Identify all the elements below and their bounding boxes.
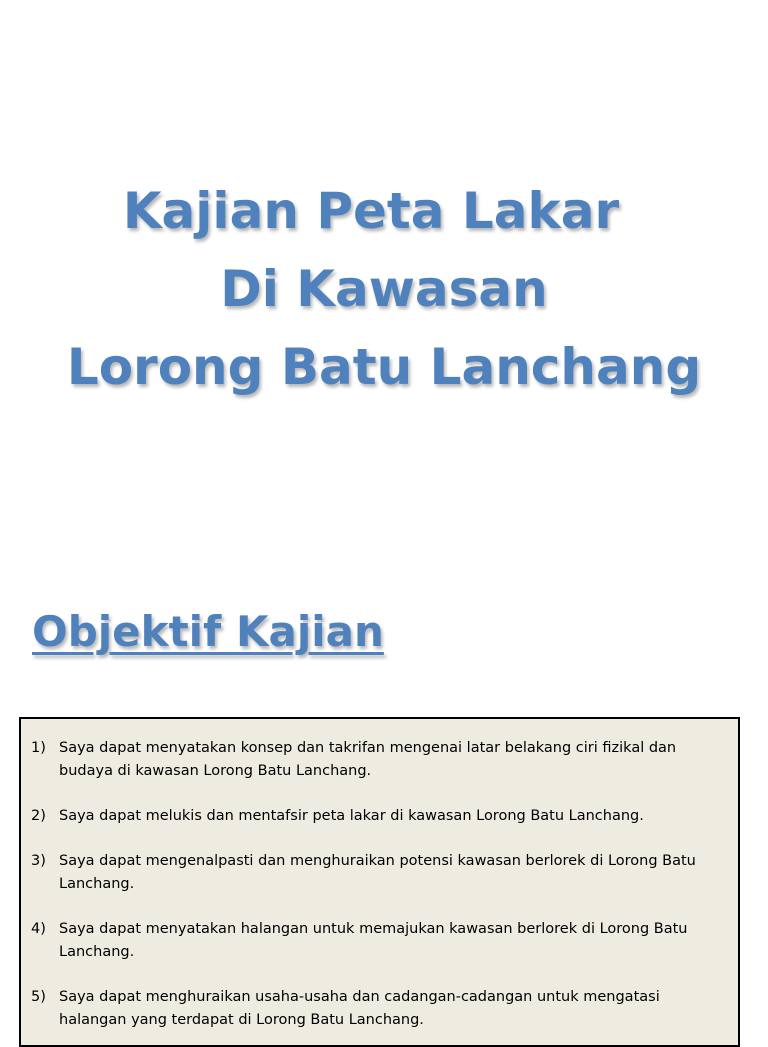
title-line-1: Kajian Peta Lakar [122,182,620,240]
objective-number: 4) [31,921,46,937]
title-line-2: Di Kawasan [220,260,548,318]
objective-text: Saya dapat mengenalpasti dan menghuraikan potensi kawasan berlorek di Lorong Batu Lanchang. [59,853,696,892]
objective-item [31,918,728,964]
objective-number: 3) [31,853,46,869]
objectives-box [19,717,740,1047]
objective-text: Saya dapat melukis dan mentafsir peta lakar di kawasan Lorong Batu Lanchang. [59,808,644,824]
objective-text: Saya dapat menyatakan konsep dan takrifan mengenai latar belakang ciri fizikal dan budaya di kawasan Lorong Batu Lanchang. [59,740,677,779]
objective-item [31,737,728,783]
title-line-3: Lorong Batu Lanchang [66,338,702,396]
objective-number: 2) [31,808,46,824]
objective-text: Saya dapat menghuraikan usaha-usaha dan cadangan-cadangan untuk mengatasi halangan yang terdapat di Lorong Batu Lanchang. [59,989,660,1028]
objective-item [31,805,728,828]
objective-text: Saya dapat menyatakan halangan untuk memajukan kawasan berlorek di Lorong Batu Lanchang. [59,921,688,960]
objectives-list [21,719,738,1032]
section-heading-objectives: Objektif Kajian [32,607,384,656]
objective-number: 1) [31,740,46,756]
objective-number: 5) [31,989,46,1005]
document-title [0,172,768,406]
objective-item [31,850,728,896]
objective-item [31,986,728,1032]
